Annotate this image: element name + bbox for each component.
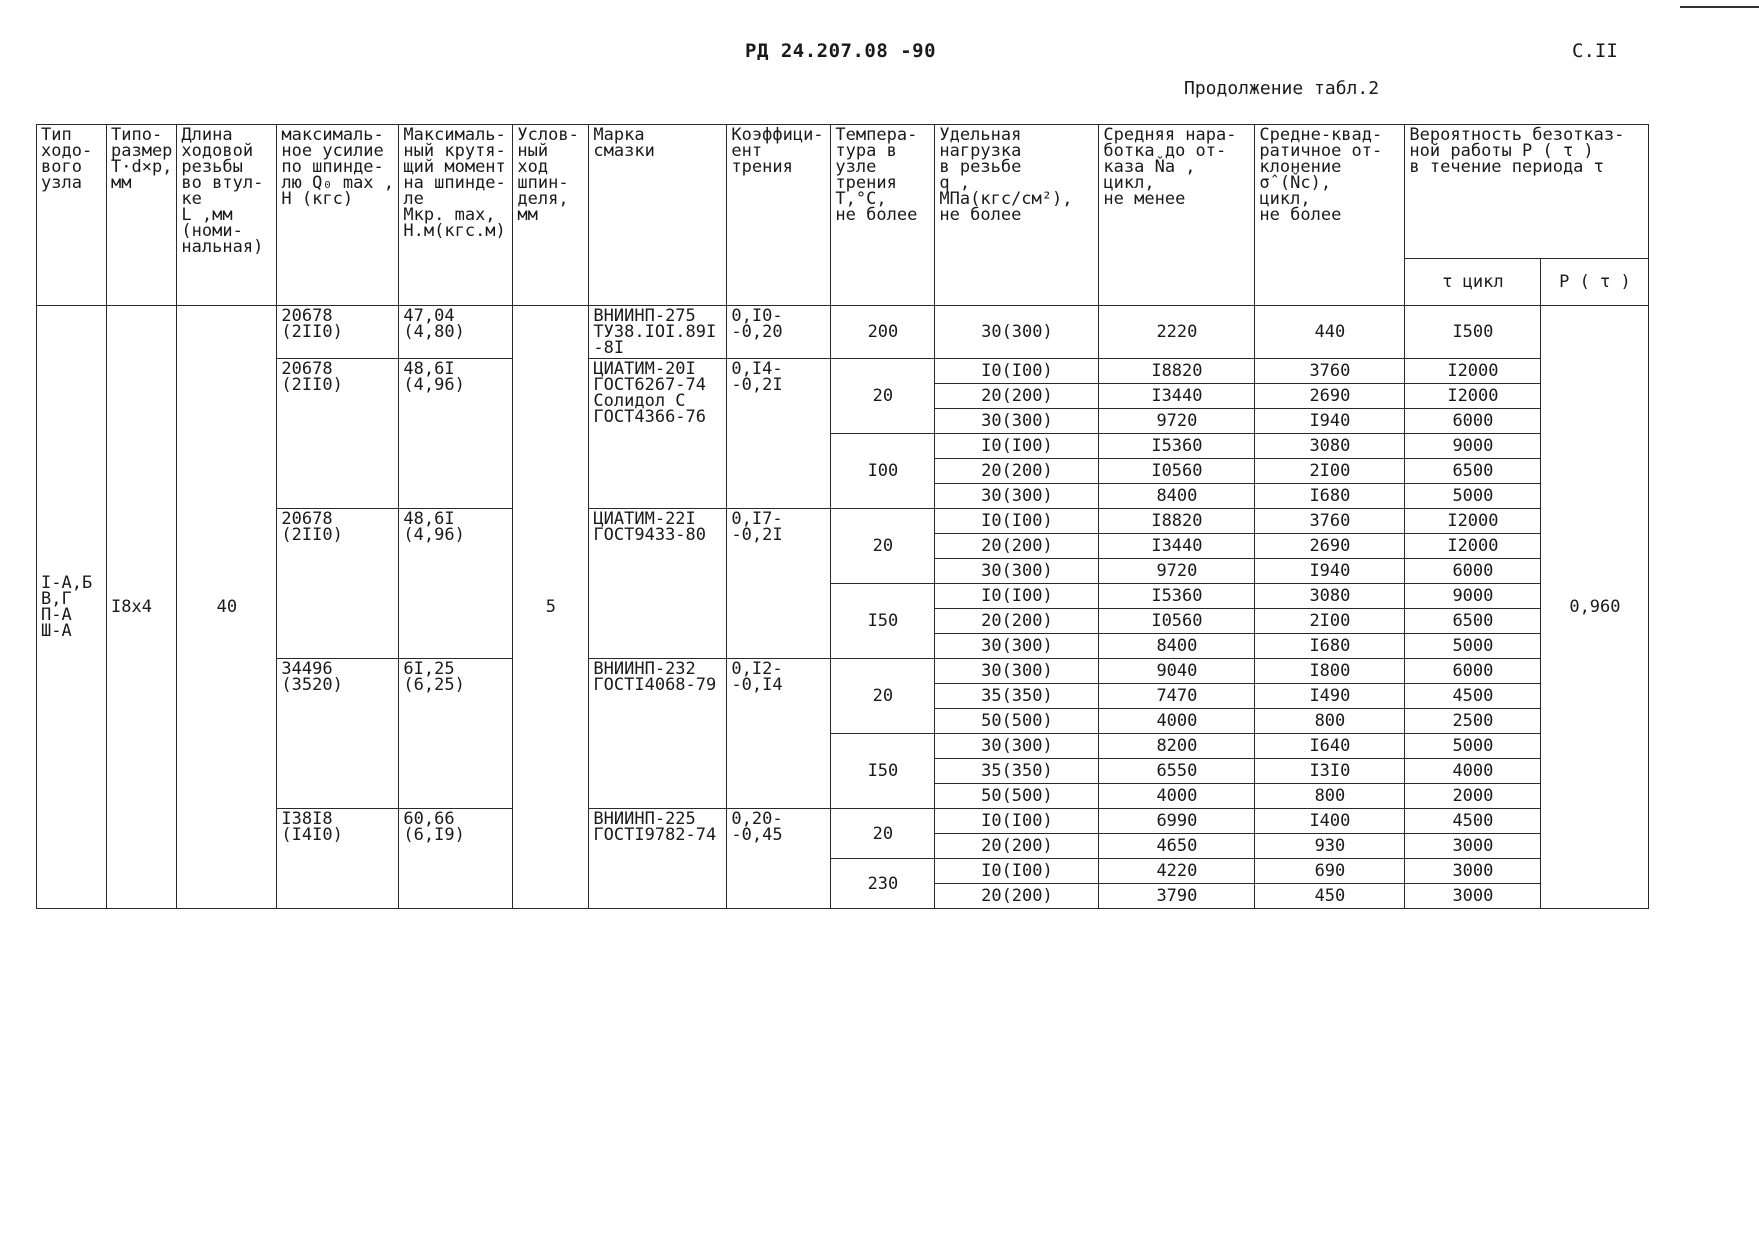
- col-header-period: τ цикл: [1405, 258, 1541, 305]
- cell-mean-life: 8400: [1099, 634, 1255, 659]
- col-header-size: Типо- размер Т·d×р, мм: [107, 125, 177, 306]
- cell-std-dev: I3I0: [1255, 759, 1405, 784]
- col-header-max-force: максималь- ное усилие по шпинде- лю Q₀ max , Н (кгс): [277, 125, 399, 306]
- cell-max-torque: 47,04 (4,80): [399, 306, 513, 359]
- cell-std-dev: 800: [1255, 709, 1405, 734]
- cell-max-torque: 6I,25 (6,25): [399, 659, 513, 809]
- cell-specific-load: I0(I00): [935, 859, 1099, 884]
- cell-period: 3000: [1405, 859, 1541, 884]
- document-code: РД 24.207.08 -90: [745, 40, 937, 62]
- cell-period: 5000: [1405, 634, 1541, 659]
- cell-grease: ЦИАТИМ-22I ГОСТ9433-80: [589, 509, 727, 659]
- cell-temperature: 20: [831, 509, 935, 584]
- cell-std-dev: I800: [1255, 659, 1405, 684]
- cell-period: I2000: [1405, 384, 1541, 409]
- cell-std-dev: I640: [1255, 734, 1405, 759]
- cell-specific-load: 50(500): [935, 709, 1099, 734]
- cell-specific-load: 30(300): [935, 484, 1099, 509]
- cell-std-dev: I940: [1255, 409, 1405, 434]
- table-row: [37, 306, 1649, 359]
- cell-mean-life: I0560: [1099, 459, 1255, 484]
- cell-std-dev: 2I00: [1255, 459, 1405, 484]
- cell-std-dev: I680: [1255, 634, 1405, 659]
- page-number: С.II: [1572, 40, 1618, 62]
- cell-std-dev: 450: [1255, 884, 1405, 909]
- cell-specific-load: 30(300): [935, 306, 1099, 359]
- cell-specific-load: 20(200): [935, 534, 1099, 559]
- cell-period: 2000: [1405, 784, 1541, 809]
- cell-specific-load: 20(200): [935, 384, 1099, 409]
- cell-specific-load: I0(I00): [935, 584, 1099, 609]
- cell-period: 9000: [1405, 434, 1541, 459]
- cell-specific-load: 30(300): [935, 734, 1099, 759]
- cell-temperature: 20: [831, 659, 935, 734]
- cell-std-dev: 3760: [1255, 509, 1405, 534]
- cell-std-dev: I940: [1255, 559, 1405, 584]
- cell-mean-life: 6550: [1099, 759, 1255, 784]
- table-row: [37, 659, 1649, 684]
- cell-period: I2000: [1405, 509, 1541, 534]
- cell-probability: 0,960: [1541, 306, 1649, 909]
- cell-max-torque: 60,66 (6,I9): [399, 809, 513, 909]
- cell-temperature: 230: [831, 859, 935, 909]
- cell-specific-load: 30(300): [935, 634, 1099, 659]
- cell-stroke: 5: [513, 306, 589, 909]
- cell-mean-life: 9720: [1099, 409, 1255, 434]
- cell-specific-load: I0(I00): [935, 509, 1099, 534]
- col-header-stroke: Услов- ный ход шпин- деля, мм: [513, 125, 589, 306]
- col-header-grease: Марка смазки: [589, 125, 727, 306]
- col-header-friction: Коэффици- ент трения: [727, 125, 831, 306]
- cell-friction: 0,I2- -0,I4: [727, 659, 831, 809]
- cell-thread-length: 40: [177, 306, 277, 909]
- cell-period: 3000: [1405, 834, 1541, 859]
- cell-mean-life: 4220: [1099, 859, 1255, 884]
- cell-std-dev: I680: [1255, 484, 1405, 509]
- cell-specific-load: I0(I00): [935, 434, 1099, 459]
- cell-mean-life: I5360: [1099, 584, 1255, 609]
- cell-specific-load: 35(350): [935, 684, 1099, 709]
- cell-std-dev: 930: [1255, 834, 1405, 859]
- cell-specific-load: 35(350): [935, 759, 1099, 784]
- cell-mean-life: 9040: [1099, 659, 1255, 684]
- cell-std-dev: I490: [1255, 684, 1405, 709]
- cell-period: 4500: [1405, 684, 1541, 709]
- col-header-specific-load: Удельная нагрузка в резьбе q , МПа(кгс/см²), не более: [935, 125, 1099, 306]
- cell-node-type: I-А,Б В,Г П-А Ш-А: [37, 306, 107, 909]
- cell-period: 9000: [1405, 584, 1541, 609]
- cell-grease: ВНИИНП-275 ТУ38.IOI.89I -8I: [589, 306, 727, 359]
- lubricant-reliability-table: [36, 124, 1649, 909]
- cell-period: 6000: [1405, 659, 1541, 684]
- cell-specific-load: I0(I00): [935, 359, 1099, 384]
- cell-mean-life: 7470: [1099, 684, 1255, 709]
- cell-period: 6500: [1405, 459, 1541, 484]
- cell-temperature: I50: [831, 734, 935, 809]
- cell-period: I2000: [1405, 359, 1541, 384]
- cell-temperature: I50: [831, 584, 935, 659]
- cell-grease: ЦИАТИМ-20I ГОСТ6267-74 Солидол С ГОСТ4366-76: [589, 359, 727, 509]
- cell-specific-load: 30(300): [935, 659, 1099, 684]
- cell-std-dev: 2I00: [1255, 609, 1405, 634]
- cell-mean-life: 8400: [1099, 484, 1255, 509]
- cell-mean-life: 4000: [1099, 784, 1255, 809]
- cell-period: 2500: [1405, 709, 1541, 734]
- cell-period: 5000: [1405, 734, 1541, 759]
- cell-std-dev: I400: [1255, 809, 1405, 834]
- col-header-temperature: Темпера- тура в узле трения T,°C, не более: [831, 125, 935, 306]
- cell-std-dev: 3760: [1255, 359, 1405, 384]
- col-header-mean-life: Средняя нара- ботка до от- каза Ňa , цикл, не менее: [1099, 125, 1255, 306]
- col-header-probability: Вероятность безотказ- ной работы Р ( τ ) в течение периода τ: [1405, 125, 1649, 259]
- cell-specific-load: 50(500): [935, 784, 1099, 809]
- cell-period: 6000: [1405, 559, 1541, 584]
- cell-specific-load: 30(300): [935, 409, 1099, 434]
- cell-mean-life: 8200: [1099, 734, 1255, 759]
- cell-mean-life: 4000: [1099, 709, 1255, 734]
- cell-std-dev: 440: [1255, 306, 1405, 359]
- cell-specific-load: 30(300): [935, 559, 1099, 584]
- cell-mean-life: 9720: [1099, 559, 1255, 584]
- cell-period: 6000: [1405, 409, 1541, 434]
- cell-std-dev: 3080: [1255, 434, 1405, 459]
- cell-grease: ВНИИНП-232 ГОСТI4068-79: [589, 659, 727, 809]
- cell-specific-load: 20(200): [935, 459, 1099, 484]
- table-body: [37, 306, 1649, 909]
- cell-mean-life: I8820: [1099, 509, 1255, 534]
- cell-period: 4000: [1405, 759, 1541, 784]
- cell-temperature: 20: [831, 809, 935, 859]
- cell-specific-load: 20(200): [935, 834, 1099, 859]
- cell-period: I500: [1405, 306, 1541, 359]
- cell-mean-life: 3790: [1099, 884, 1255, 909]
- cell-mean-life: 2220: [1099, 306, 1255, 359]
- cell-period: 3000: [1405, 884, 1541, 909]
- table-header: [37, 125, 1649, 306]
- cell-max-force: I38I8 (I4I0): [277, 809, 399, 909]
- table-row: [37, 509, 1649, 534]
- cell-period: 6500: [1405, 609, 1541, 634]
- cell-mean-life: I3440: [1099, 534, 1255, 559]
- cell-friction: 0,I4- -0,2I: [727, 359, 831, 509]
- cell-mean-life: 4650: [1099, 834, 1255, 859]
- table-row: [37, 359, 1649, 384]
- cell-temperature: 20: [831, 359, 935, 434]
- cell-specific-load: I0(I00): [935, 809, 1099, 834]
- table-row: [37, 809, 1649, 834]
- cell-max-torque: 48,6I (4,96): [399, 509, 513, 659]
- cell-mean-life: 6990: [1099, 809, 1255, 834]
- cell-max-force: 20678 (2II0): [277, 359, 399, 509]
- cell-mean-life: I3440: [1099, 384, 1255, 409]
- cell-mean-life: I8820: [1099, 359, 1255, 384]
- cell-friction: 0,I0- -0,20: [727, 306, 831, 359]
- cell-std-dev: 3080: [1255, 584, 1405, 609]
- cell-specific-load: 20(200): [935, 884, 1099, 909]
- col-header-node-type: Тип ходо- вого узла: [37, 125, 107, 306]
- cell-std-dev: 690: [1255, 859, 1405, 884]
- cell-period: 5000: [1405, 484, 1541, 509]
- cell-period: I2000: [1405, 534, 1541, 559]
- cell-period: 4500: [1405, 809, 1541, 834]
- cell-temperature: I00: [831, 434, 935, 509]
- cell-std-dev: 800: [1255, 784, 1405, 809]
- cell-mean-life: I0560: [1099, 609, 1255, 634]
- cell-size: I8x4: [107, 306, 177, 909]
- col-header-thread-length: Длина ходовой резьбы во втул- ке L ,мм (номи- нальная): [177, 125, 277, 306]
- cell-max-torque: 48,6I (4,96): [399, 359, 513, 509]
- cell-temperature: 200: [831, 306, 935, 359]
- col-header-max-torque: Максималь- ный крутя- щий момент на шпинде- ле Мкр. max, Н.м(кгс.м): [399, 125, 513, 306]
- table-continuation-label: Продолжение табл.2: [1184, 78, 1380, 99]
- cell-grease: ВНИИНП-225 ГОСТI9782-74: [589, 809, 727, 909]
- cell-specific-load: 20(200): [935, 609, 1099, 634]
- cell-std-dev: 2690: [1255, 384, 1405, 409]
- cell-mean-life: I5360: [1099, 434, 1255, 459]
- cell-std-dev: 2690: [1255, 534, 1405, 559]
- col-header-probability-value: Р ( τ ): [1541, 258, 1649, 305]
- page-edge-rule: [1680, 6, 1759, 8]
- cell-max-force: 20678 (2II0): [277, 306, 399, 359]
- cell-max-force: 20678 (2II0): [277, 509, 399, 659]
- col-header-std-dev: Средне-квад- ратичное от- клонение σ̂ (Ňc), цикл, не более: [1255, 125, 1405, 306]
- cell-friction: 0,I7- -0,2I: [727, 509, 831, 659]
- cell-friction: 0,20- -0,45: [727, 809, 831, 909]
- cell-max-force: 34496 (3520): [277, 659, 399, 809]
